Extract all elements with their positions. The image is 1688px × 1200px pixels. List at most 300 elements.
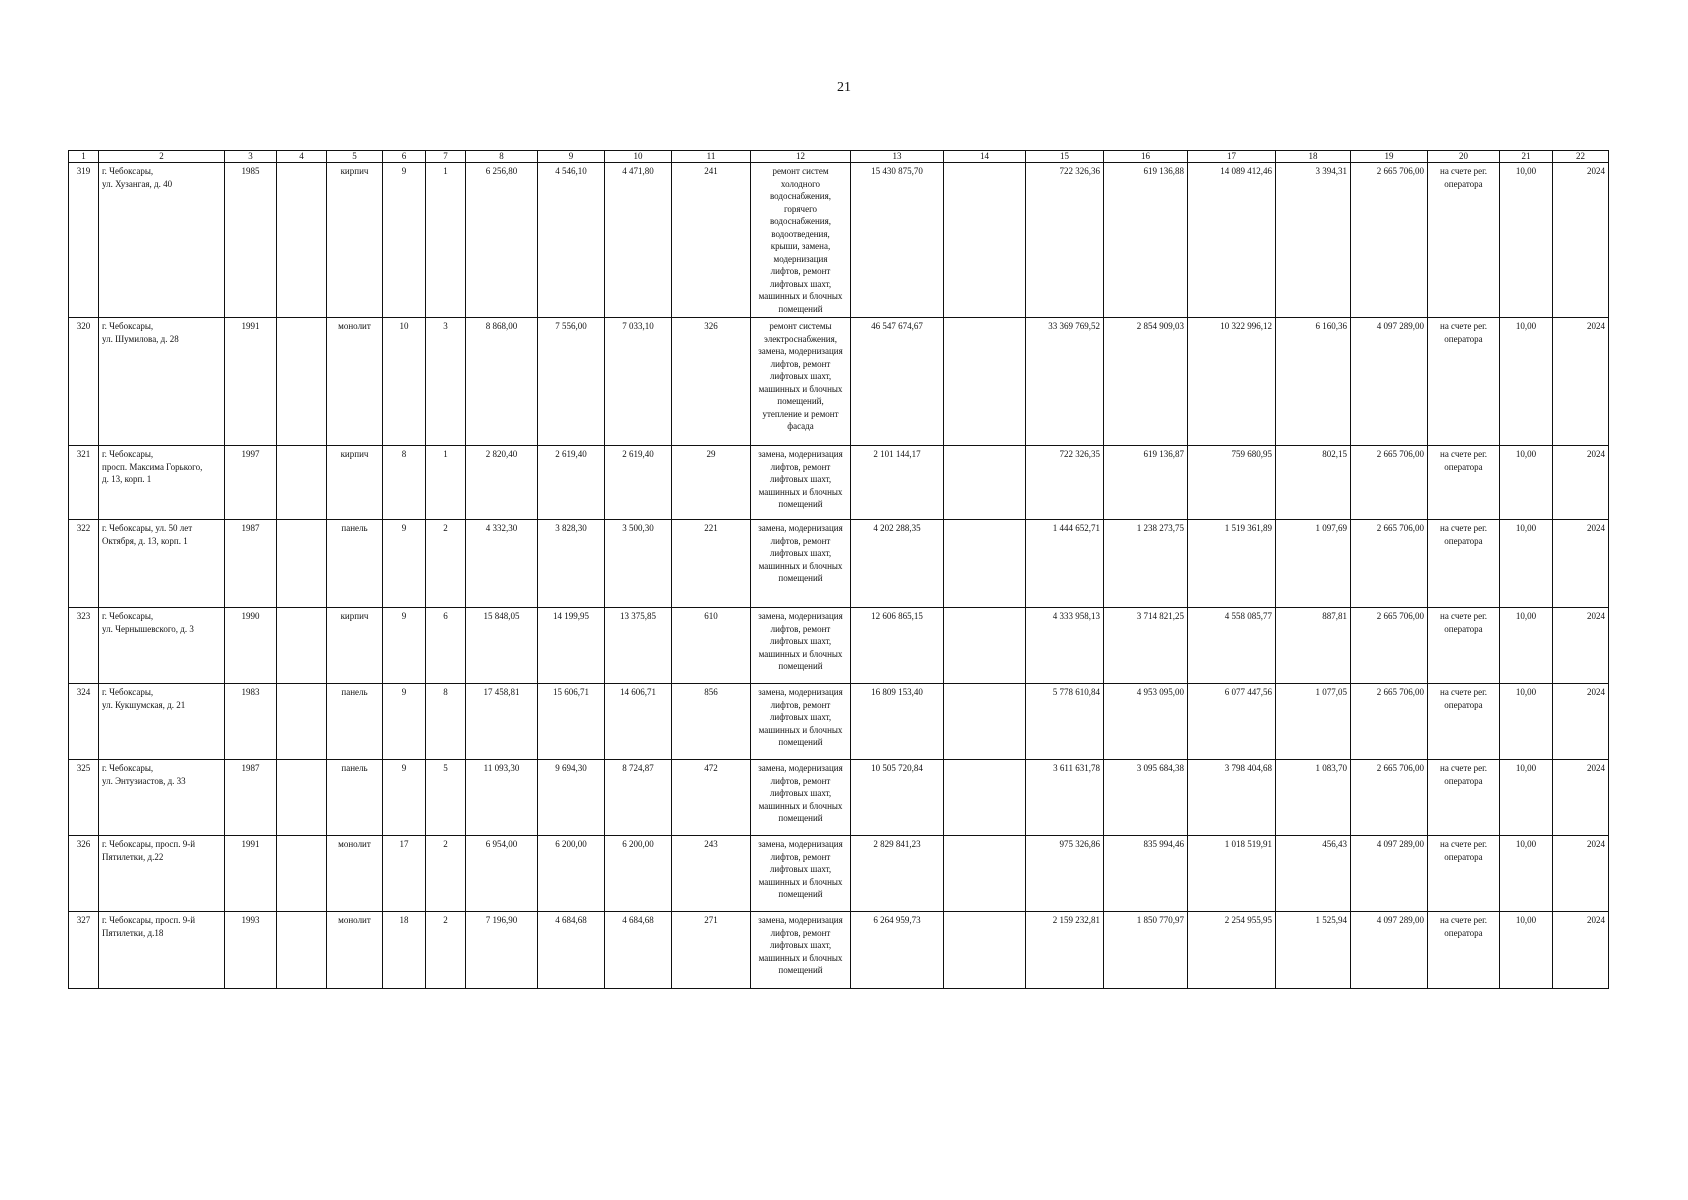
column-number: 21 [1500,151,1553,163]
floors-cell: 9 [383,520,426,608]
cost-total-cell: 46 547 674,67 [851,318,944,446]
col-21-cell: 10,00 [1500,836,1553,912]
year-planned-cell: 2024 [1553,836,1609,912]
build-year-cell: 1991 [225,836,277,912]
column-number: 10 [605,151,672,163]
table-row [69,446,1609,520]
residents-cell: 29 [672,446,751,520]
column-number: 1 [69,151,99,163]
cost-15-cell: 3 611 631,78 [1026,760,1104,836]
address-line: г. Чебоксары, [102,321,154,331]
register-table [68,150,1609,989]
fund-method-line: оператора [1444,927,1483,938]
work-types-line: замена, модернизация [758,611,843,621]
cost-total-cell: 15 430 875,70 [851,163,944,318]
column-number-row [69,151,1609,163]
col-14-cell [944,520,1026,608]
address-cell [99,684,225,760]
work-types-line: лифтовых шахт, [769,864,832,874]
cost-limit-cell: 4 097 289,00 [1351,912,1428,989]
address-line: Пятилетки, д.22 [102,851,164,862]
col-14-cell [944,912,1026,989]
area-residential-cell: 2 619,40 [605,446,672,520]
cost-17-cell: 759 680,95 [1188,446,1276,520]
residents-cell: 610 [672,608,751,684]
area-residential-cell: 8 724,87 [605,760,672,836]
fund-method-line: оператора [1444,699,1483,710]
work-types-line: замена, модернизация [758,839,843,849]
wall-material-cell: кирпич [327,608,383,684]
fund-method-cell [1428,446,1500,520]
work-types-cell [751,836,851,912]
address-cell [99,446,225,520]
work-types-line: лифтовых шахт, [769,371,832,381]
cost-per-m2-cell: 456,43 [1276,836,1351,912]
work-types-line: машинных и блочных [758,486,843,497]
area-total-cell: 7 196,90 [466,912,538,989]
col-21-cell: 10,00 [1500,760,1553,836]
floors-cell: 10 [383,318,426,446]
work-types-line: замена, модернизация [758,915,843,925]
work-types-line: машинных и блочных [758,800,843,811]
entrances-cell: 3 [426,318,466,446]
column-number: 22 [1553,151,1609,163]
row-number-cell: 323 [69,608,99,684]
address-cell [99,760,225,836]
col-14-cell [944,836,1026,912]
work-types-line: помещений [778,499,823,509]
work-types-cell [751,912,851,989]
area-total-cell: 6 954,00 [466,836,538,912]
column-number: 14 [944,151,1026,163]
entrances-cell: 1 [426,163,466,318]
cost-15-cell: 1 444 652,71 [1026,520,1104,608]
cost-15-cell: 5 778 610,84 [1026,684,1104,760]
work-types-line: водоснабжения, [769,216,831,226]
year-planned-cell: 2024 [1553,760,1609,836]
column-number: 18 [1276,151,1351,163]
work-types-line: крыши, замена, [770,241,831,251]
address-line: д. 13, корп. 1 [102,474,152,484]
cost-17-cell: 14 089 412,46 [1188,163,1276,318]
floors-cell: 9 [383,760,426,836]
cost-16-cell: 835 994,46 [1104,836,1188,912]
col-21-cell: 10,00 [1500,912,1553,989]
column-number: 11 [672,151,751,163]
fund-method-line: на счете рег. [1440,915,1487,925]
col-4-cell [277,163,327,318]
build-year-cell: 1990 [225,608,277,684]
work-types-cell [751,163,851,318]
year-planned-cell: 2024 [1553,520,1609,608]
fund-method-line: оператора [1444,851,1483,862]
wall-material-cell: монолит [327,836,383,912]
fund-method-line: на счете рег. [1440,687,1487,697]
work-types-line: лифтовых шахт, [769,548,832,558]
work-types-line: замена, модернизация [758,763,843,773]
table-row [69,760,1609,836]
fund-method-line: на счете рег. [1440,839,1487,849]
col-21-cell: 10,00 [1500,684,1553,760]
col-14-cell [944,684,1026,760]
year-planned-cell: 2024 [1553,446,1609,520]
cost-15-cell: 722 326,36 [1026,163,1104,318]
work-types-line: лифтов, ремонт [770,623,831,634]
area-premises-cell: 14 199,95 [538,608,605,684]
work-types-line: лифтовых шахт, [769,278,832,289]
row-number-cell: 325 [69,760,99,836]
work-types-line: лифтовых шахт, [769,712,832,722]
cost-limit-cell: 2 665 706,00 [1351,760,1428,836]
entrances-cell: 2 [426,912,466,989]
table-row [69,836,1609,912]
cost-limit-cell: 2 665 706,00 [1351,446,1428,520]
cost-per-m2-cell: 1 525,94 [1276,912,1351,989]
register-table-body [69,151,1609,989]
area-premises-cell: 6 200,00 [538,836,605,912]
entrances-cell: 1 [426,446,466,520]
work-types-line: водоснабжения, [769,191,831,201]
area-premises-cell: 4 546,10 [538,163,605,318]
cost-17-cell: 10 322 996,12 [1188,318,1276,446]
cost-per-m2-cell: 1 097,69 [1276,520,1351,608]
row-number-cell: 327 [69,912,99,989]
work-types-line: помещений [778,965,823,975]
work-types-line: лифтовых шахт, [769,636,832,646]
col-21-cell: 10,00 [1500,520,1553,608]
fund-method-cell [1428,836,1500,912]
cost-per-m2-cell: 1 083,70 [1276,760,1351,836]
work-types-line: горячего [783,203,818,214]
address-line: Октября, д. 13, корп. 1 [102,535,188,546]
column-number: 6 [383,151,426,163]
address-line: Пятилетки, д.18 [102,927,164,938]
column-number: 17 [1188,151,1276,163]
area-total-cell: 8 868,00 [466,318,538,446]
cost-16-cell: 3 095 684,38 [1104,760,1188,836]
cost-total-cell: 2 829 841,23 [851,836,944,912]
work-types-line: лифтовых шахт, [769,474,832,484]
cost-15-cell: 2 159 232,81 [1026,912,1104,989]
work-types-line: водоотведения, [771,228,830,239]
work-types-line: машинных и блочных [758,383,843,394]
cost-17-cell: 3 798 404,68 [1188,760,1276,836]
col-4-cell [277,684,327,760]
address-line: г. Чебоксары, просп. 9-й [102,839,196,849]
cost-total-cell: 6 264 959,73 [851,912,944,989]
table-row [69,520,1609,608]
fund-method-cell [1428,912,1500,989]
work-types-cell [751,684,851,760]
address-line: г. Чебоксары, просп. 9-й [102,915,196,925]
cost-limit-cell: 4 097 289,00 [1351,318,1428,446]
work-types-line: замена, модернизация [758,523,843,533]
col-21-cell: 10,00 [1500,608,1553,684]
entrances-cell: 8 [426,684,466,760]
wall-material-cell: панель [327,760,383,836]
year-planned-cell: 2024 [1553,608,1609,684]
column-number: 19 [1351,151,1428,163]
address-line: г. Чебоксары, [102,166,154,176]
cost-17-cell: 1 519 361,89 [1188,520,1276,608]
column-number: 12 [751,151,851,163]
floors-cell: 9 [383,608,426,684]
fund-method-line: оператора [1444,775,1483,786]
cost-per-m2-cell: 6 160,36 [1276,318,1351,446]
work-types-line: лифтов, ремонт [770,535,831,546]
work-types-line: помещений [778,303,823,314]
work-types-line: помещений [778,737,823,747]
build-year-cell: 1983 [225,684,277,760]
residents-cell: 243 [672,836,751,912]
column-number: 4 [277,151,327,163]
build-year-cell: 1991 [225,318,277,446]
cost-15-cell: 4 333 958,13 [1026,608,1104,684]
row-number-cell: 319 [69,163,99,318]
table-row [69,684,1609,760]
column-number: 15 [1026,151,1104,163]
address-line: г. Чебоксары, [102,611,154,621]
col-14-cell [944,446,1026,520]
fund-method-cell [1428,684,1500,760]
work-types-cell [751,520,851,608]
col-4-cell [277,836,327,912]
fund-method-line: на счете рег. [1440,611,1487,621]
area-residential-cell: 14 606,71 [605,684,672,760]
wall-material-cell: кирпич [327,446,383,520]
work-types-cell [751,446,851,520]
area-residential-cell: 4 684,68 [605,912,672,989]
col-4-cell [277,608,327,684]
column-number: 20 [1428,151,1500,163]
work-types-line: помещений [778,661,823,671]
cost-limit-cell: 2 665 706,00 [1351,608,1428,684]
work-types-cell [751,760,851,836]
work-types-line: машинных и блочных [758,952,843,963]
fund-method-line: оператора [1444,623,1483,634]
work-types-line: лифтов, ремонт [770,461,831,472]
address-line: просп. Максима Горького, [102,461,203,472]
build-year-cell: 1987 [225,520,277,608]
table-row [69,163,1609,318]
floors-cell: 8 [383,446,426,520]
column-number: 5 [327,151,383,163]
entrances-cell: 5 [426,760,466,836]
work-types-line: машинных и блочных [758,291,843,301]
fund-method-cell [1428,318,1500,446]
address-line: ул. Шумилова, д. 28 [102,333,179,344]
work-types-line: помещений [778,813,823,823]
area-premises-cell: 7 556,00 [538,318,605,446]
cost-17-cell: 4 558 085,77 [1188,608,1276,684]
area-premises-cell: 9 694,30 [538,760,605,836]
work-types-line: лифтов, ремонт [770,699,831,710]
address-cell [99,836,225,912]
address-line: г. Чебоксары, [102,763,154,773]
cost-per-m2-cell: 1 077,05 [1276,684,1351,760]
work-types-line: машинных и блочных [758,560,843,571]
floors-cell: 18 [383,912,426,989]
address-line: ул. Чернышевского, д. 3 [102,623,194,634]
row-number-cell: 320 [69,318,99,446]
area-residential-cell: 7 033,10 [605,318,672,446]
col-4-cell [277,318,327,446]
address-cell [99,318,225,446]
area-premises-cell: 15 606,71 [538,684,605,760]
col-4-cell [277,446,327,520]
cost-per-m2-cell: 802,15 [1276,446,1351,520]
year-planned-cell: 2024 [1553,684,1609,760]
col-14-cell [944,608,1026,684]
cost-17-cell: 1 018 519,91 [1188,836,1276,912]
area-total-cell: 17 458,81 [466,684,538,760]
area-total-cell: 11 093,30 [466,760,538,836]
build-year-cell: 1997 [225,446,277,520]
work-types-line: помещений, [777,396,824,406]
area-residential-cell: 13 375,85 [605,608,672,684]
table-row [69,318,1609,446]
column-number: 2 [99,151,225,163]
fund-method-cell [1428,163,1500,318]
work-types-line: лифтов, ремонт [770,851,831,862]
residents-cell: 856 [672,684,751,760]
fund-method-line: на счете рег. [1440,166,1487,176]
fund-method-line: на счете рег. [1440,763,1487,773]
year-planned-cell: 2024 [1553,163,1609,318]
row-number-cell: 326 [69,836,99,912]
work-types-line: машинных и блочных [758,876,843,887]
cost-15-cell: 722 326,35 [1026,446,1104,520]
entrances-cell: 2 [426,520,466,608]
fund-method-cell [1428,520,1500,608]
address-cell [99,163,225,318]
fund-method-line: оператора [1444,535,1483,546]
residents-cell: 241 [672,163,751,318]
residents-cell: 472 [672,760,751,836]
address-cell [99,912,225,989]
cost-total-cell: 2 101 144,17 [851,446,944,520]
area-total-cell: 15 848,05 [466,608,538,684]
cost-per-m2-cell: 887,81 [1276,608,1351,684]
col-21-cell: 10,00 [1500,446,1553,520]
col-14-cell [944,163,1026,318]
work-types-line: замена, модернизация [758,346,843,356]
cost-15-cell: 975 326,86 [1026,836,1104,912]
work-types-line: лифтов, ремонт [770,266,831,276]
row-number-cell: 321 [69,446,99,520]
col-21-cell: 10,00 [1500,163,1553,318]
area-total-cell: 2 820,40 [466,446,538,520]
work-types-line: помещений [778,573,823,583]
residents-cell: 326 [672,318,751,446]
area-total-cell: 6 256,80 [466,163,538,318]
wall-material-cell: кирпич [327,163,383,318]
cost-16-cell: 4 953 095,00 [1104,684,1188,760]
work-types-line: ремонт систем [772,166,829,176]
build-year-cell: 1993 [225,912,277,989]
cost-16-cell: 1 238 273,75 [1104,520,1188,608]
work-types-line: лифтовых шахт, [769,940,832,950]
column-number: 13 [851,151,944,163]
work-types-line: фасада [787,421,814,431]
work-types-line: лифтовых шахт, [769,788,832,798]
cost-15-cell: 33 369 769,52 [1026,318,1104,446]
address-line: ул. Кукшумская, д. 21 [102,699,186,710]
cost-per-m2-cell: 3 394,31 [1276,163,1351,318]
address-line: г. Чебоксары, [102,449,154,459]
col-4-cell [277,520,327,608]
address-line: ул. Энтузиастов, д. 33 [102,775,186,786]
fund-method-line: оператора [1444,333,1483,344]
cost-total-cell: 16 809 153,40 [851,684,944,760]
cost-limit-cell: 2 665 706,00 [1351,163,1428,318]
cost-limit-cell: 2 665 706,00 [1351,684,1428,760]
year-planned-cell: 2024 [1553,318,1609,446]
area-total-cell: 4 332,30 [466,520,538,608]
fund-method-line: на счете рег. [1440,321,1487,331]
address-line: ул. Хузангая, д. 40 [102,178,173,189]
page-number: 21 [837,80,851,95]
fund-method-cell [1428,608,1500,684]
area-premises-cell: 4 684,68 [538,912,605,989]
cost-total-cell: 10 505 720,84 [851,760,944,836]
col-21-cell: 10,00 [1500,318,1553,446]
work-types-line: замена, модернизация [758,687,843,697]
fund-method-line: оператора [1444,178,1483,189]
year-planned-cell: 2024 [1553,912,1609,989]
work-types-line: утепление и ремонт [762,408,839,419]
column-number: 7 [426,151,466,163]
work-types-line: ремонт системы [769,321,832,331]
fund-method-cell [1428,760,1500,836]
area-residential-cell: 3 500,30 [605,520,672,608]
area-premises-cell: 2 619,40 [538,446,605,520]
work-types-line: замена, модернизация [758,449,843,459]
work-types-line: модернизация [773,253,828,264]
address-cell [99,520,225,608]
cost-16-cell: 2 854 909,03 [1104,318,1188,446]
work-types-line: лифтов, ремонт [770,927,831,938]
work-types-cell [751,608,851,684]
area-premises-cell: 3 828,30 [538,520,605,608]
cost-limit-cell: 2 665 706,00 [1351,520,1428,608]
column-number: 16 [1104,151,1188,163]
table-row [69,608,1609,684]
floors-cell: 9 [383,163,426,318]
cost-16-cell: 619 136,87 [1104,446,1188,520]
work-types-line: холодного [780,178,821,189]
cost-16-cell: 3 714 821,25 [1104,608,1188,684]
build-year-cell: 1985 [225,163,277,318]
entrances-cell: 2 [426,836,466,912]
work-types-line: машинных и блочных [758,724,843,735]
cost-16-cell: 619 136,88 [1104,163,1188,318]
build-year-cell: 1987 [225,760,277,836]
col-14-cell [944,318,1026,446]
cost-total-cell: 4 202 288,35 [851,520,944,608]
cost-16-cell: 1 850 770,97 [1104,912,1188,989]
fund-method-line: на счете рег. [1440,523,1487,533]
row-number-cell: 322 [69,520,99,608]
wall-material-cell: монолит [327,318,383,446]
col-4-cell [277,912,327,989]
work-types-cell [751,318,851,446]
column-number: 3 [225,151,277,163]
floors-cell: 9 [383,684,426,760]
col-4-cell [277,760,327,836]
row-number-cell: 324 [69,684,99,760]
residents-cell: 271 [672,912,751,989]
